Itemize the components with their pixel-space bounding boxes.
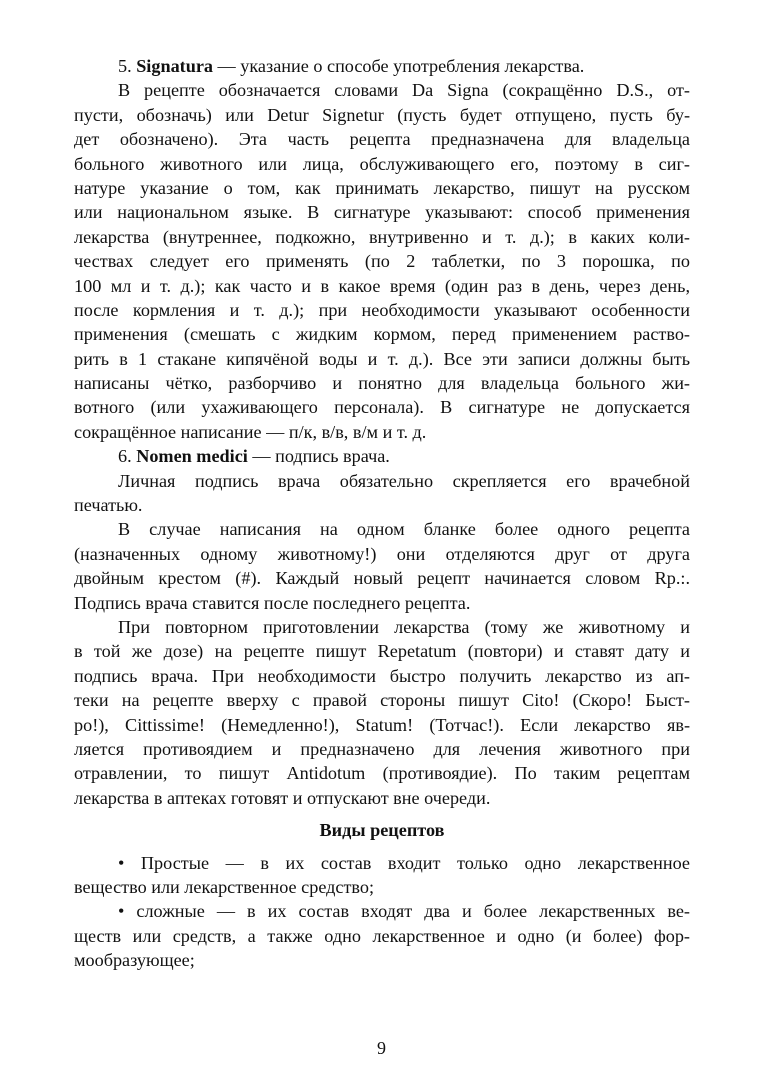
bullet-item-complex: • сложные — в их состав входят два и более лекарственных ве-: [118, 901, 690, 922]
text-line: (назначенных одному животному!) они отделяются друг от друга: [74, 543, 690, 564]
text-line: ро!), Cittissime! (Немедленно!), Statum! (Тотчас!). Если лекарство яв-: [74, 714, 690, 735]
text-line: Подпись врача ставится после последнего рецепта.: [74, 592, 471, 613]
signatura-term: Signatura: [136, 56, 213, 76]
bullet-item-simple: • Простые — в их состав входит только одно лекарственное: [118, 852, 690, 873]
item-5-number: 5.: [118, 56, 137, 76]
text-line: рить в 1 стакане кипячёной воды и т. д.). Все эти записи должны быть: [74, 348, 690, 369]
text-line: печатью.: [74, 495, 143, 516]
text-line: двойным крестом (#). Каждый новый рецепт начинается словом Rp.:.: [74, 568, 690, 589]
text-line: мообразующее;: [74, 950, 195, 971]
text-line: натуре указание о том, как принимать лекарство, пишут на русском: [74, 177, 690, 198]
text-line: лекарства в аптеках готовят и отпускают вне очереди.: [74, 787, 491, 808]
text-line: В случае написания на одном бланке более одного рецепта: [118, 519, 690, 540]
text-line: Личная подпись врача обязательно скрепляется его врачебной: [118, 470, 690, 491]
text-line: больного животного или лица, обслуживающего его, поэтому в сиг-: [74, 153, 690, 174]
text-line: 100 мл и т. д.); как часто и в какое время (один раз в день, через день,: [74, 275, 690, 296]
text-line: При повторном приготовлении лекарства (тому же животному и: [118, 616, 690, 637]
text-line: сокращённое написание — п/к, в/в, в/м и т. д.: [74, 421, 427, 442]
spacer: [74, 810, 690, 818]
text-line: В рецепте обозначается словами Da Signa (сокращённо D.S., от-: [118, 80, 690, 101]
nomen-medici-term: Nomen medici: [136, 446, 248, 467]
text-line: чествах следует его применять (по 2 таблетки, по 3 порошка, по: [74, 251, 690, 272]
section-heading: Виды рецептов: [319, 820, 445, 841]
text-line: ществ или средств, а также одно лекарственное и одно (и более) фор-: [74, 925, 690, 946]
item-6-heading: [74, 444, 690, 468]
text-line: написаны чётко, разборчиво и понятно для владельца больного жи-: [74, 373, 690, 394]
item-5-rest: — указание о способе употребления лекарства.: [213, 56, 585, 76]
text-line: подпись врача. При необходимости быстро получить лекарство из ап-: [74, 665, 690, 686]
spacer: [74, 843, 690, 851]
text-line: в той же дозе) на рецепте пишут Repetatum (повтори) и ставят дату и: [74, 641, 690, 662]
text-line: вещество или лекарственное средство;: [74, 876, 375, 897]
text-line: теки на рецепте вверху с правой стороны пишут Cito! (Скоро! Быст-: [74, 690, 690, 711]
text-line: или национальном языке. В сигнатуре указывают: способ применения: [74, 202, 690, 223]
item-6-number: 6.: [118, 446, 137, 467]
text-line: применения (смешать с жидким кормом, перед применением раство-: [74, 324, 690, 345]
text-line: вотного (или ухаживающего персонала). В сигнатуре не допускается: [74, 397, 690, 418]
text-line: дет обозначено). Эта часть рецепта предназначена для владельца: [74, 129, 690, 150]
text-line: ляется противоядием и предназначено для лечения животного при: [74, 738, 690, 759]
text-line: после кормления и т. д.); при необходимости указывают особенности: [74, 299, 690, 320]
item-6-rest: — подпись врача.: [247, 446, 390, 467]
item-5-heading: [74, 54, 690, 78]
text-line: пусти, обозначь) или Detur Signetur (пусть будет отпущено, пусть бу-: [74, 104, 690, 125]
text-line: отравлении, то пишут Antidotum (противоядие). По таким рецептам: [74, 763, 690, 784]
page-number: 9: [377, 1038, 386, 1058]
page-body: [74, 54, 690, 972]
text-line: лекарства (внутреннее, подкожно, внутривенно и т. д.); в каких коли-: [74, 226, 690, 247]
